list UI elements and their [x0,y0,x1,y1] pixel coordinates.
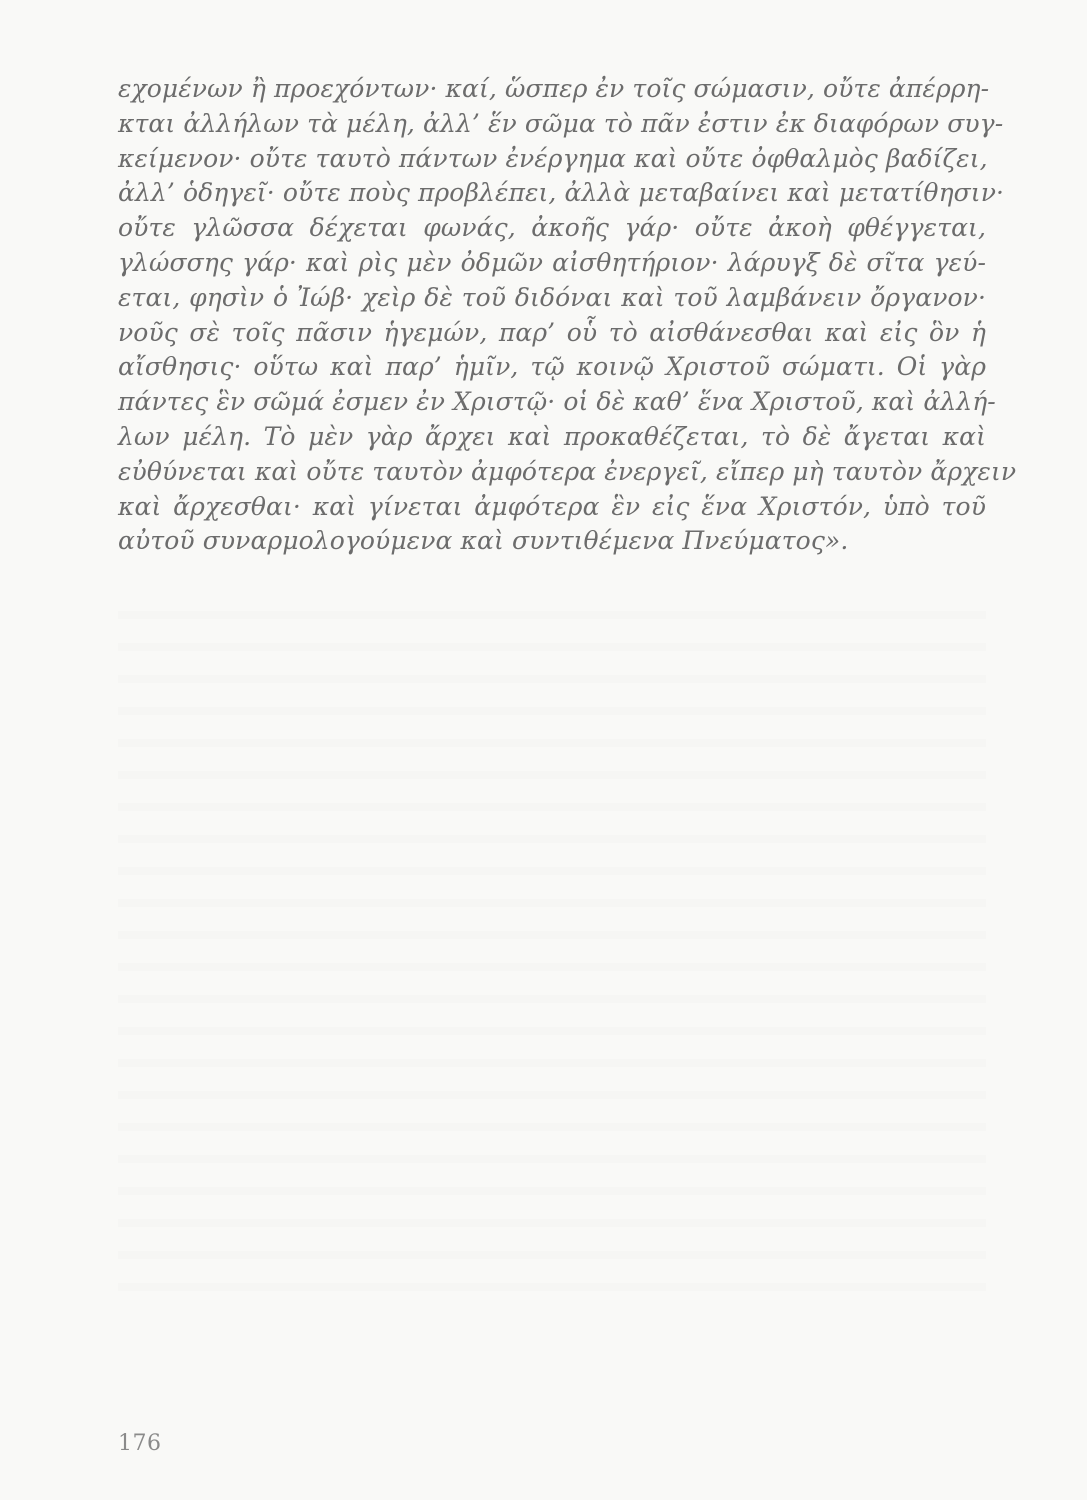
text-line: αὐτοῦ συναρμολογούμενα καὶ συντιθέμενα Πνεύματος». [118,526,849,556]
text-line: εὐθύνεται καὶ οὔτε ταυτὸν ἀμφότερα ἐνεργεῖ, εἴπερ μὴ ταυτὸν ἄρχειν [118,456,1017,486]
body-text [118,72,1017,559]
text-line: οὔτε γλῶσσα δέχεται φωνάς, ἀκοῆς γάρ· οὔτε ἀκοὴ φθέγγεται, [118,213,986,243]
text-line: λων μέλη. Τὸ μὲν γὰρ ἄρχει καὶ προκαθέζεται, τὸ δὲ ἄγεται καὶ [118,421,986,451]
text-line: κται ἀλλήλων τὰ μέλη, ἀλλ’ ἕν σῶμα τὸ πᾶν ἐστιν ἐκ διαφόρων συγ- [118,108,1004,138]
text-line: αἴσθησις· οὕτω καὶ παρ’ ἡμῖν, τῷ κοινῷ Χριστοῦ σώματι. Οἱ γὰρ [118,352,986,382]
text-line: νοῦς σὲ τοῖς πᾶσιν ἡγεμών, παρ’ οὗ τὸ αἰσθάνεσθαι καὶ εἰς ὃν ἡ [118,317,986,347]
text-line: εται, φησὶν ὁ Ἰώβ· χεὶρ δὲ τοῦ διδόναι καὶ τοῦ λαμβάνειν ὄργανον· [118,282,986,312]
text-line: καὶ ἄρχεσθαι· καὶ γίνεται ἀμφότερα ἓν εἰς ἕνα Χριστόν, ὑπὸ τοῦ [118,491,986,521]
text-line: πάντες ἓν σῶμά ἐσμεν ἐν Χριστῷ· οἱ δὲ καθ’ ἕνα Χριστοῦ, καὶ ἀλλή- [118,387,996,417]
text-line: ἀλλ’ ὁδηγεῖ· οὔτε ποὺς προβλέπει, ἀλλὰ μεταβαίνει καὶ μετατίθησιν· [118,178,1005,208]
text-line: κείμενον· οὔτε ταυτὸ πάντων ἐνέργημα καὶ οὔτε ὀφθαλμὸς βαδίζει, [118,143,988,173]
show-through-texture [118,595,986,1315]
text-line: γλώσσης γάρ· καὶ ρὶς μὲν ὀδμῶν αἰσθητήριον· λάρυγξ δὲ σῖτα γεύ- [118,247,986,277]
page-number: 176 [118,1431,162,1456]
text-line: εχομένων ἢ προεχόντων· καί, ὥσπερ ἐν τοῖς σώμασιν, οὔτε ἀπέρρη- [118,74,990,103]
